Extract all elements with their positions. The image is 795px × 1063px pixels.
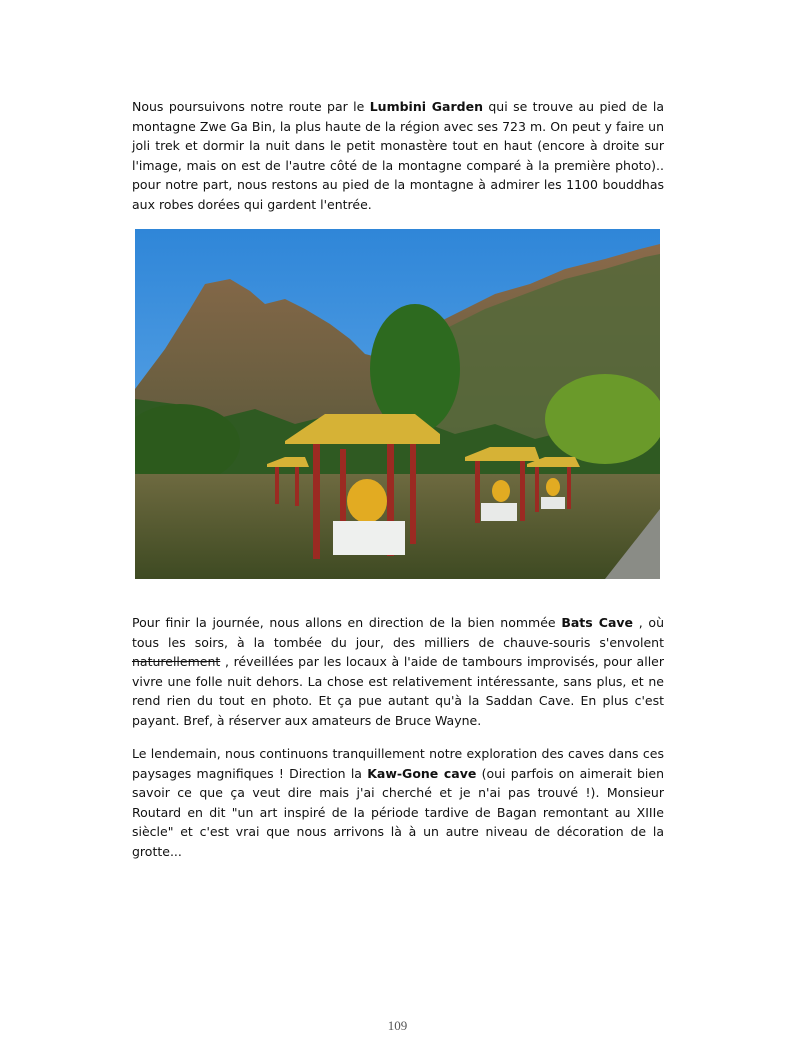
text-run: Le lendemain, nous continuons tranquillement notre exploration des caves dans ces paysages magnifiques ! Direction la	[132, 746, 664, 781]
text-run: Nous poursuivons notre route par le	[132, 99, 370, 114]
paragraph-bats-cave	[132, 613, 664, 730]
text-run: , où tous les soirs, à la tombée du jour, des milliers de chauve-souris s'envolent	[132, 615, 665, 650]
place-name-kaw-gone-cave: Kaw-Gone cave	[367, 765, 477, 781]
place-name-lumbini-garden: Lumbini Garden	[369, 99, 483, 114]
landscape-photo	[135, 229, 660, 579]
paragraph-lumbini-garden	[132, 97, 664, 214]
text-run: qui se trouve au pied de la montagne Zwe Ga Bin, la plus haute de la région avec ses 723 m. On peut y faire un joli trek et dormir la nuit dans le petit monastère tout en haut (encore à droite sur l'image, mais on est de l'autre côté de la montagne comparé à la première photo).. pour notre part, nous restons au pied de la montagne à admirer les 1100 bouddhas aux robes dorées qui gardent l'entrée.	[132, 99, 664, 212]
text-run: Pour finir la journée, nous allons en direction de la bien nommée	[132, 615, 562, 630]
strikethrough-word: naturellement	[132, 654, 221, 669]
text-run: (oui parfois on aimerait bien savoir ce que ça veut dire mais j'ai cherché et je n'ai pas trouvé !). Monsieur Routard en dit "un art inspiré de la période tardive de Bagan remontant au XIIIe siècle" et c'est vrai que nous arrivons là à un autre niveau de décoration de la grotte...	[132, 765, 664, 859]
text-run: , réveillées par les locaux à l'aide de tambours improvisés, pour aller vivre une folle nuit dehors. La chose est relativement intéressante, sans plus, et ne rend rien du tout en photo. Et ça pue autant qu'à la Saddan Cave. En plus c'est payant. Bref, à réserver aux amateurs de Bruce Wayne.	[132, 654, 664, 728]
paragraph-kaw-gone-cave	[132, 744, 664, 861]
place-name-bats-cave: Bats Cave	[561, 615, 634, 630]
page-number: 109	[387, 1018, 408, 1033]
